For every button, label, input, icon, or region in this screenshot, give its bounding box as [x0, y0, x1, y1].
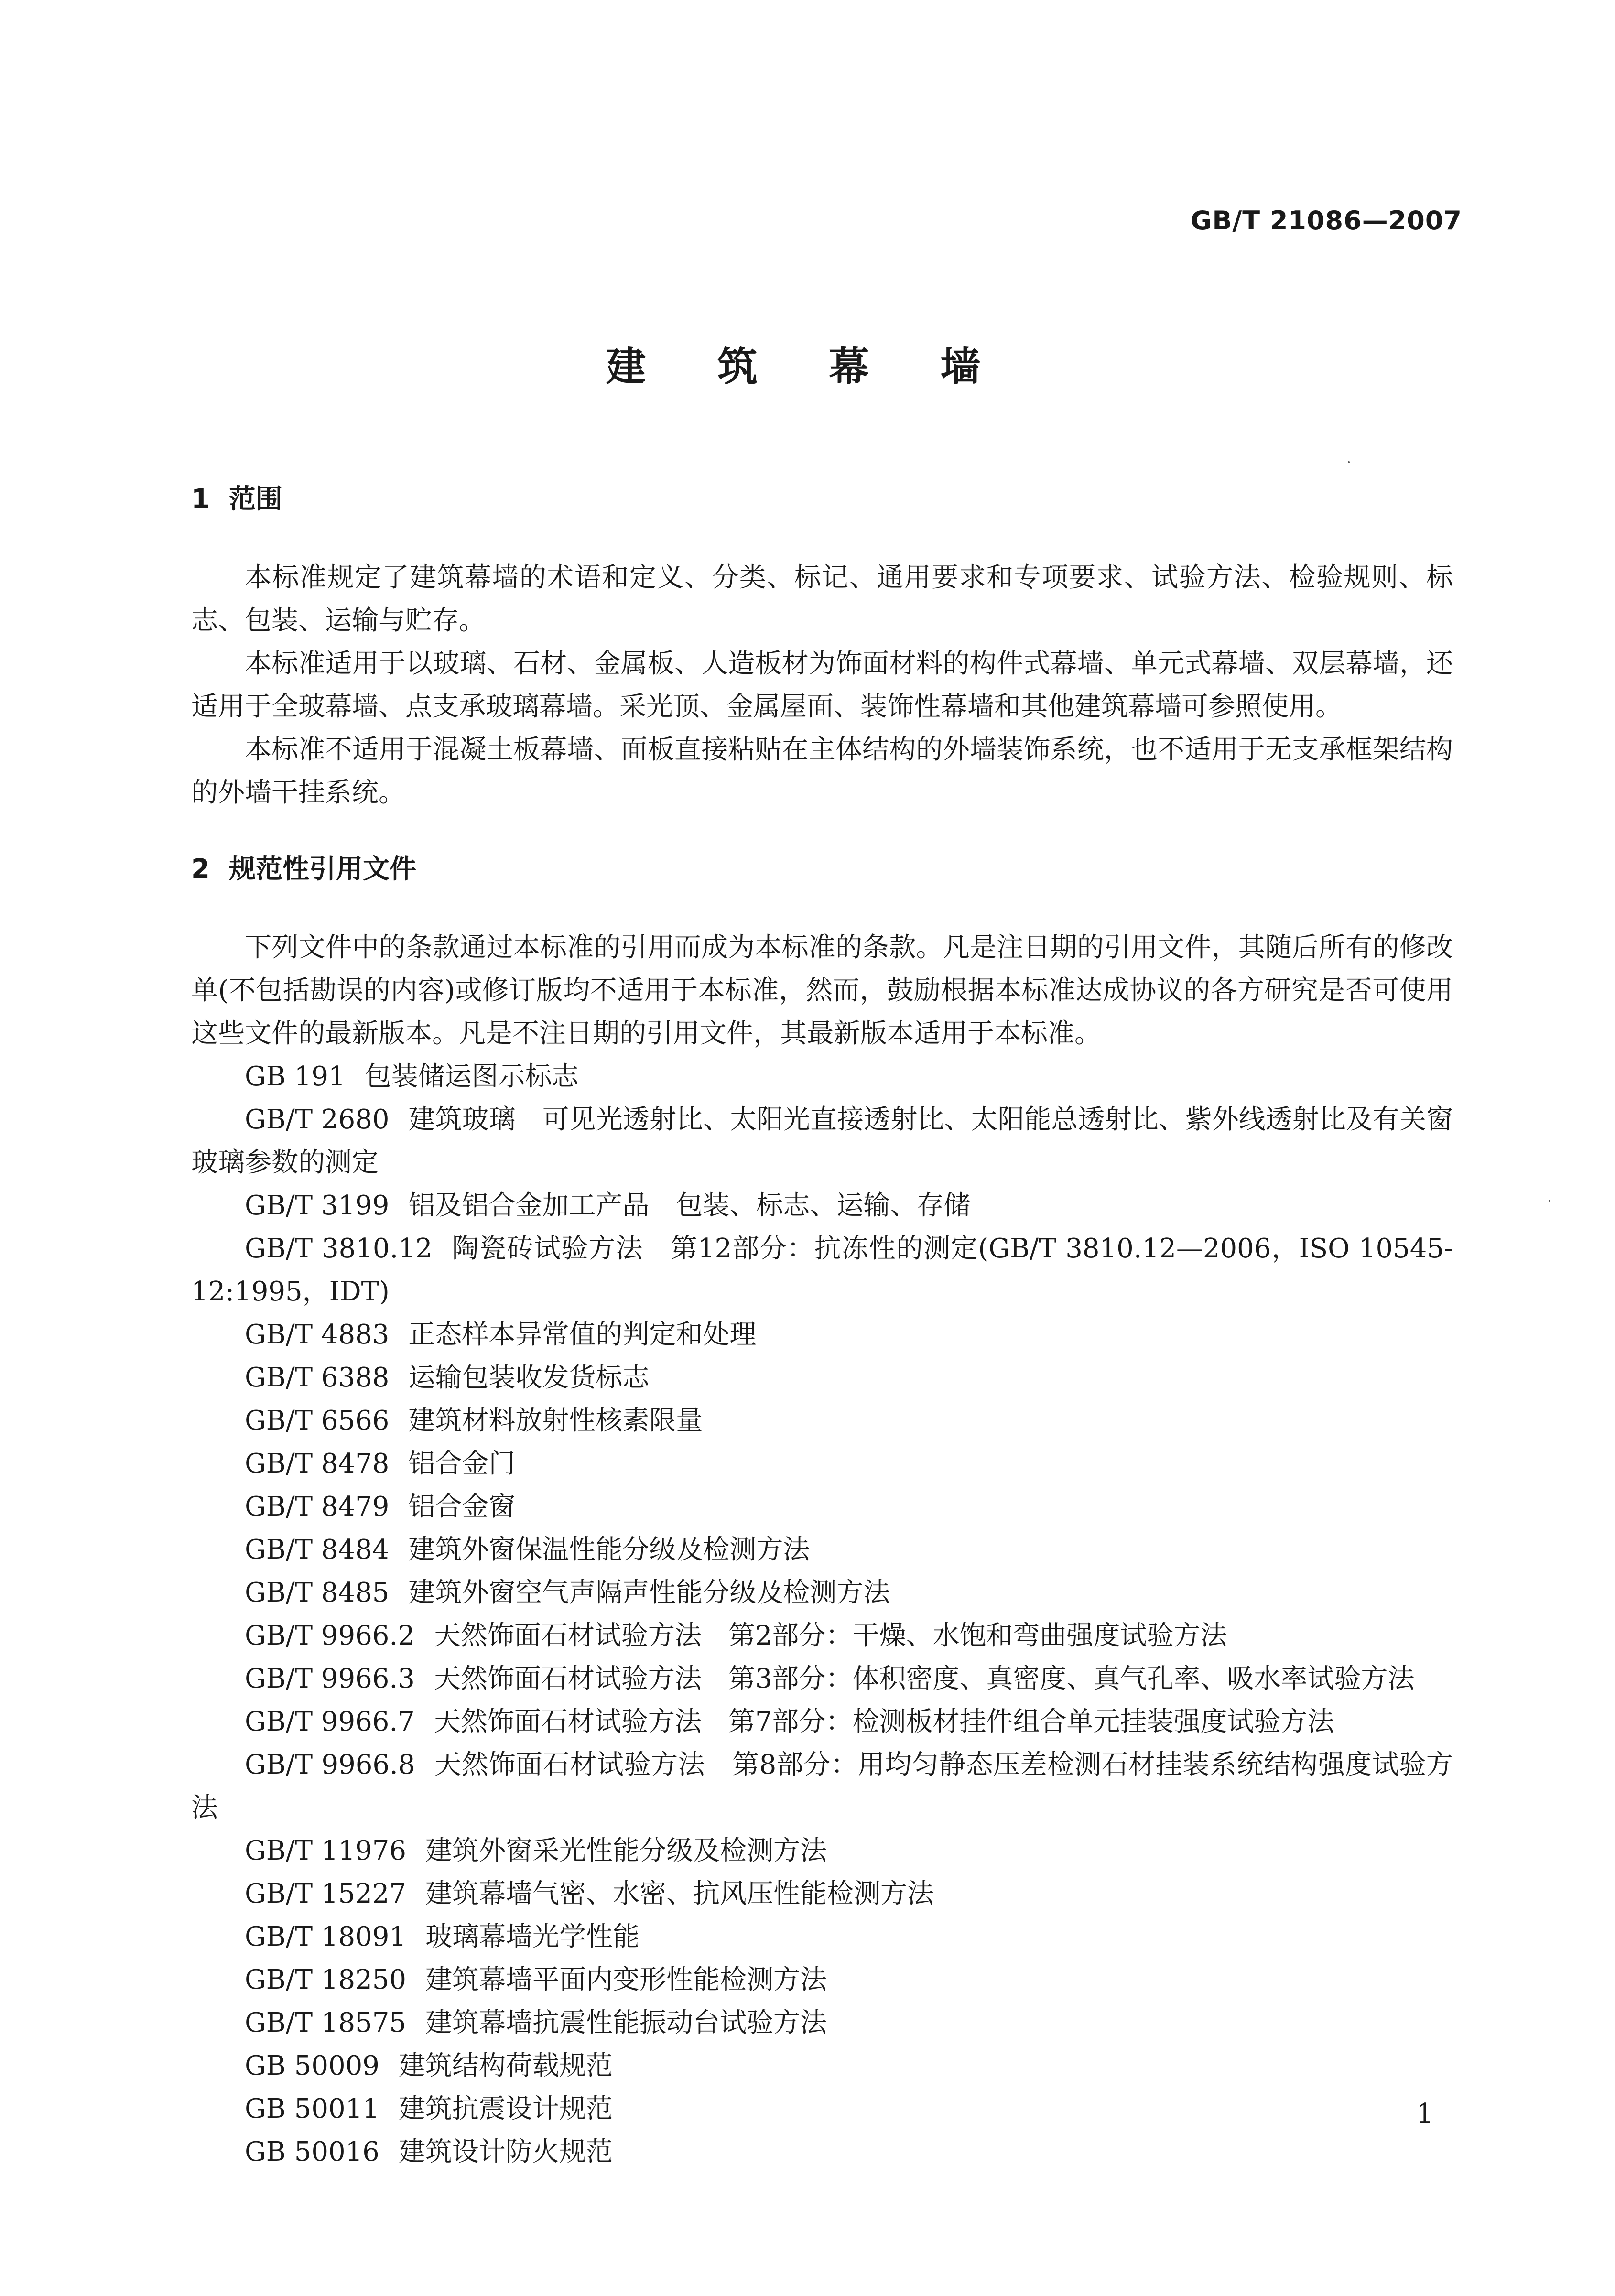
reference-title: 建筑材料放射性核素限量: [408, 1405, 703, 1436]
paragraph: 本标准适用于以玻璃、石材、金属板、人造板材为饰面材料的构件式幕墙、单元式幕墙、双层幕墙，还适用于全玻幕墙、点支承玻璃幕墙。采光顶、金属屋面、装饰性幕墙和其他建筑幕墙可参照使用。: [191, 648, 1453, 722]
section-scope: [191, 478, 1453, 814]
reference-title: 建筑幕墙气密、水密、抗风压性能检测方法: [425, 1878, 934, 1909]
reference-item: [191, 1916, 1453, 1959]
reference-title: 建筑玻璃 可见光透射比、太阳光直接透射比、太阳能总透射比、紫外线透射比及有关窗玻璃参数的测定: [191, 1104, 1453, 1178]
reference-title: 运输包装收发货标志: [408, 1362, 650, 1393]
paragraph: 本标准不适用于混凝土板幕墙、面板直接粘贴在主体结构的外墙装饰系统，也不适用于无支承框架结构的外墙干挂系统。: [191, 734, 1453, 808]
reference-code: GB/T 18091: [245, 1921, 407, 1952]
reference-code: GB/T 18250: [245, 1964, 407, 1995]
reference-item: [191, 2002, 1453, 2045]
reference-code: GB 191: [245, 1061, 346, 1092]
section-title: 规范性引用文件: [228, 854, 416, 885]
reference-item: [191, 1356, 1453, 1399]
standard-code: GB/T 21086—2007: [1191, 206, 1462, 236]
reference-item: [191, 1442, 1453, 1485]
reference-title: 建筑设计防火规范: [398, 2136, 613, 2167]
reference-item: [191, 1528, 1453, 1571]
scan-speck: [1348, 461, 1350, 463]
reference-item: [191, 1744, 1453, 1830]
reference-code: GB/T 3199: [245, 1190, 390, 1221]
reference-item: [191, 2088, 1453, 2131]
reference-item: [191, 1959, 1453, 2002]
reference-code: GB/T 9966.8: [245, 1749, 415, 1780]
reference-title: 天然饰面石材试验方法 第7部分：检测板材挂件组合单元挂装强度试验方法: [434, 1706, 1334, 1737]
reference-title: 建筑外窗采光性能分级及检测方法: [425, 1835, 827, 1866]
reference-item: [191, 1614, 1453, 1657]
section-number: 2: [191, 854, 210, 885]
reference-title: 正态样本异常值的判定和处理: [408, 1319, 757, 1350]
reference-title: 铝合金门: [408, 1448, 516, 1479]
section-heading: [191, 848, 1453, 891]
reference-code: GB/T 2680: [245, 1104, 390, 1135]
reference-code: GB/T 15227: [245, 1878, 407, 1909]
section-heading: [191, 478, 1453, 521]
reference-title: 建筑结构荷载规范: [398, 2050, 613, 2081]
scan-speck: [1549, 1200, 1550, 1202]
reference-item: [191, 1227, 1453, 1313]
reference-item: [191, 1184, 1453, 1227]
reference-item: [191, 1830, 1453, 1873]
page-number: 1: [1416, 2098, 1433, 2129]
reference-code: GB/T 3810.12: [245, 1233, 433, 1264]
reference-item: [191, 2045, 1453, 2088]
reference-code: GB/T 11976: [245, 1835, 407, 1866]
reference-item: [191, 1313, 1453, 1356]
reference-item: [191, 1399, 1453, 1442]
reference-code: GB 50011: [245, 2093, 379, 2124]
reference-title: 建筑外窗保温性能分级及检测方法: [408, 1534, 810, 1565]
document-body: [191, 478, 1453, 2174]
reference-item: [191, 1873, 1453, 1916]
reference-title: 建筑幕墙平面内变形性能检测方法: [425, 1964, 827, 1995]
reference-title: 天然饰面石材试验方法 第2部分：干燥、水饱和弯曲强度试验方法: [434, 1620, 1227, 1651]
reference-code: GB/T 8484: [245, 1534, 390, 1565]
reference-title: 铝及铝合金加工产品 包装、标志、运输、存储: [408, 1190, 971, 1221]
document-title: 建 筑 幕 墙: [606, 343, 1009, 390]
reference-code: GB/T 18575: [245, 2007, 407, 2038]
paragraph: 下列文件中的条款通过本标准的引用而成为本标准的条款。凡是注日期的引用文件，其随后所有的修改单(不包括勘误的内容)或修订版均不适用于本标准，然而，鼓励根据本标准达成协议的各方研究是否可使用这些文件的最新版本。凡是不注日期的引用文件，其最新版本适用于本标准。: [191, 932, 1453, 1049]
reference-code: GB/T 6388: [245, 1362, 390, 1393]
reference-code: GB 50016: [245, 2136, 379, 2167]
reference-code: GB 50009: [245, 2050, 379, 2081]
reference-code: GB/T 9966.3: [245, 1663, 415, 1694]
section-number: 1: [191, 484, 210, 515]
section-title: 范围: [228, 484, 282, 515]
reference-item: [191, 2131, 1453, 2174]
section-normative-references: [191, 848, 1453, 2174]
reference-item: [191, 1571, 1453, 1614]
reference-code: GB/T 8478: [245, 1448, 390, 1479]
reference-item: [191, 1657, 1453, 1700]
reference-code: GB/T 9966.2: [245, 1620, 415, 1651]
reference-code: GB/T 8485: [245, 1577, 390, 1608]
reference-item: [191, 1098, 1453, 1184]
reference-item: [191, 1485, 1453, 1528]
reference-item: [191, 1700, 1453, 1744]
reference-title: 包装储运图示标志: [364, 1061, 579, 1092]
reference-item: [191, 1055, 1453, 1098]
reference-title: 玻璃幕墙光学性能: [425, 1921, 640, 1952]
reference-title: 建筑抗震设计规范: [398, 2093, 613, 2124]
reference-title: 天然饰面石材试验方法 第3部分：体积密度、真密度、真气孔率、吸水率试验方法: [434, 1663, 1415, 1694]
reference-title: 铝合金窗: [408, 1491, 516, 1522]
reference-code: GB/T 8479: [245, 1491, 390, 1522]
reference-code: GB/T 9966.7: [245, 1706, 415, 1737]
reference-code: GB/T 6566: [245, 1405, 390, 1436]
reference-title: 建筑幕墙抗震性能振动台试验方法: [425, 2007, 827, 2038]
reference-title: 天然饰面石材试验方法 第8部分：用均匀静态压差检测石材挂装系统结构强度试验方法: [191, 1749, 1453, 1823]
paragraph: 本标准规定了建筑幕墙的术语和定义、分类、标记、通用要求和专项要求、试验方法、检验规则、标志、包装、运输与贮存。: [191, 562, 1453, 636]
reference-title: 陶瓷砖试验方法 第12部分：抗冻性的测定(GB/T 3810.12—2006，ISO 10545-12:1995，IDT): [191, 1233, 1453, 1307]
reference-list: [191, 1055, 1453, 2174]
reference-code: GB/T 4883: [245, 1319, 390, 1350]
reference-title: 建筑外窗空气声隔声性能分级及检测方法: [408, 1577, 890, 1608]
